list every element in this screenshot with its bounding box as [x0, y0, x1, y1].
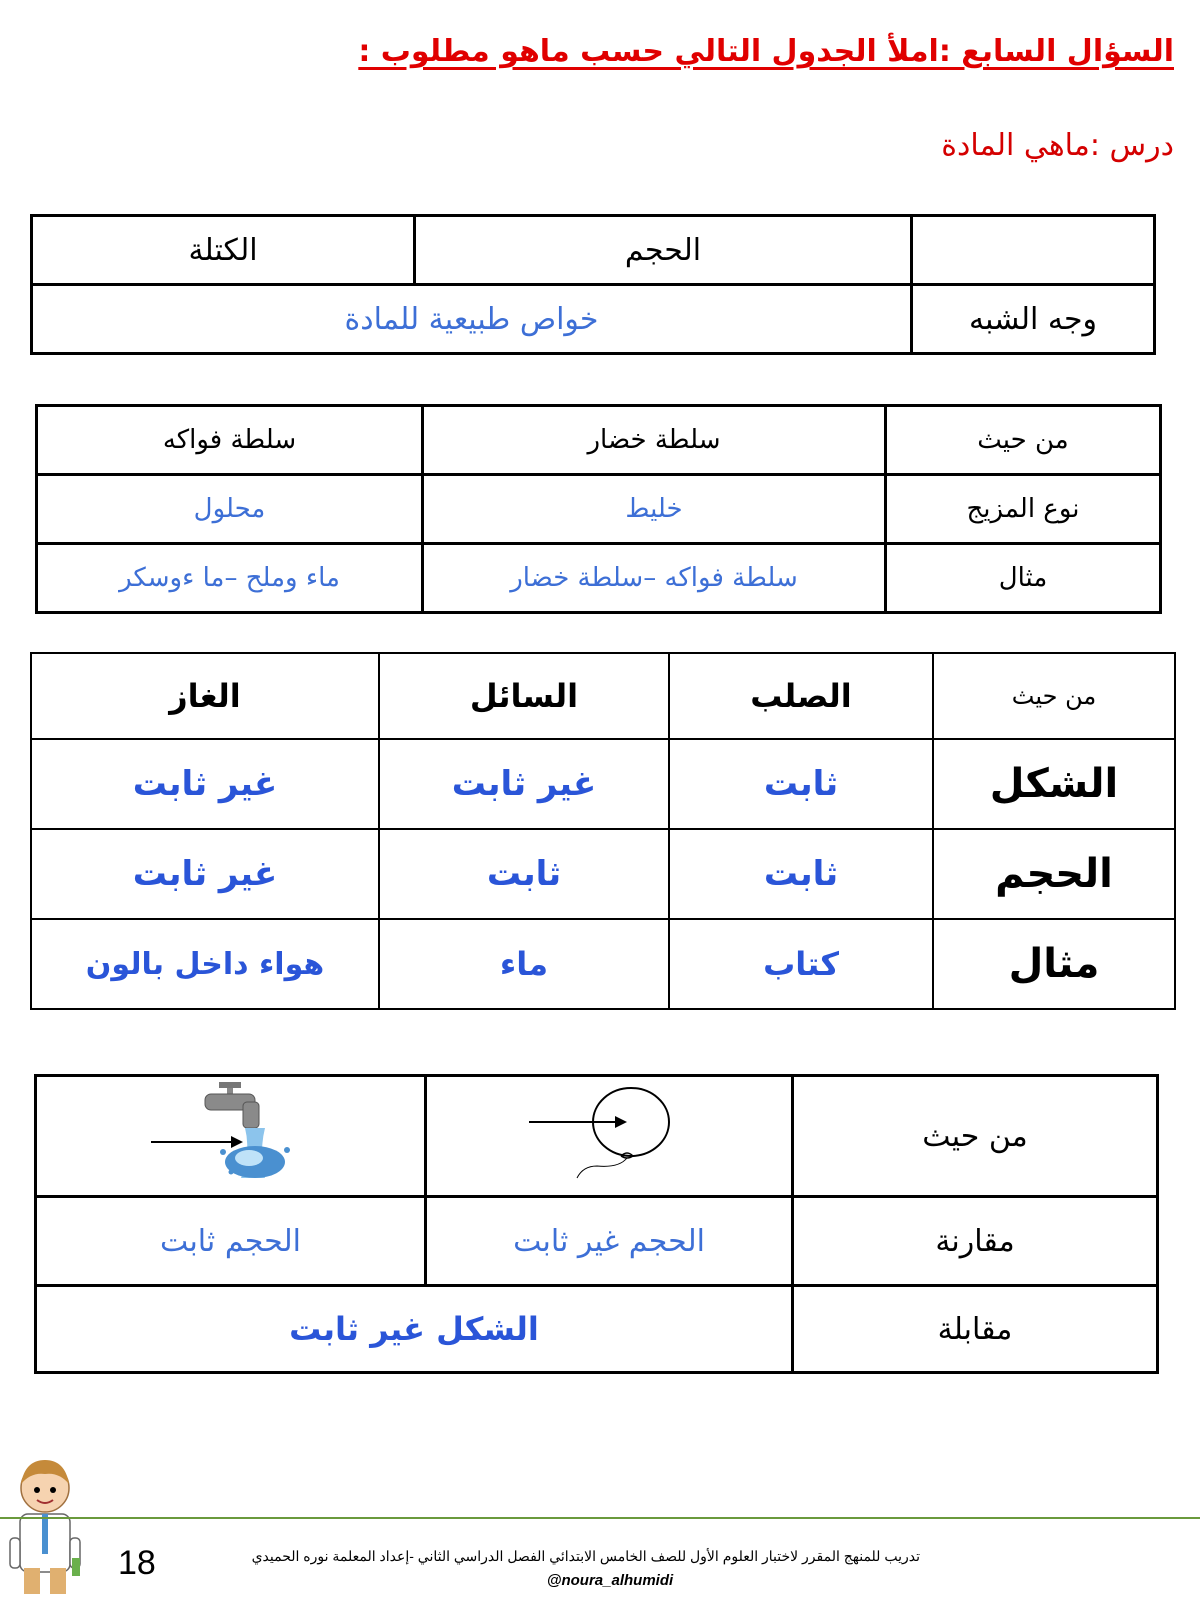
water-tap-icon: [131, 1080, 331, 1184]
liquid-shape: غير ثابت: [379, 739, 669, 829]
mixture-table: [35, 404, 1162, 614]
balloon-tap-table: [34, 1074, 1159, 1374]
states-header-label: من حيث: [933, 653, 1175, 739]
balloon-icon: [509, 1082, 709, 1182]
liquid-example: ماء: [379, 919, 669, 1009]
comparison-header-label: من حيث: [793, 1076, 1158, 1197]
mixture-example-label: مثال: [886, 544, 1161, 613]
liquid-header: السائل: [379, 653, 669, 739]
gas-example: هواء داخل بالون: [31, 919, 379, 1009]
similarity-table: [30, 214, 1156, 355]
gas-header: الغاز: [31, 653, 379, 739]
similarity-label: وجه الشبه: [912, 285, 1155, 354]
tap-image-cell: [36, 1076, 426, 1197]
table-row: [31, 919, 1175, 1009]
similarity-answer: خواص طبيعية للمادة: [32, 285, 912, 354]
solid-shape: ثابت: [669, 739, 933, 829]
solid-header: الصلب: [669, 653, 933, 739]
gas-volume: غير ثابت: [31, 829, 379, 919]
footer-divider: [0, 1517, 1200, 1519]
balloon-comparison: الحجم غير ثابت: [426, 1197, 793, 1286]
fruit-salad-example: ماء وملح –ما ءوسكر: [37, 544, 423, 613]
scientist-boy-icon: [2, 1458, 88, 1600]
mass-header: الكتلة: [32, 216, 415, 285]
tap-comparison: الحجم ثابت: [36, 1197, 426, 1286]
contrast-label: مقابلة: [793, 1286, 1158, 1373]
mixture-header-label: من حيث: [886, 406, 1161, 475]
solid-volume: ثابت: [669, 829, 933, 919]
shape-row-label: الشكل: [933, 739, 1175, 829]
question-title: السؤال السابع :املأ الجدول التالي حسب ماهو مطلوب :: [358, 34, 1174, 69]
states-of-matter-table: [30, 652, 1176, 1010]
table-row: [31, 829, 1175, 919]
volume-row-label: الحجم: [933, 829, 1175, 919]
comparison-label: مقارنة: [793, 1197, 1158, 1286]
volume-header: الحجم: [415, 216, 912, 285]
veg-salad-example: سلطة فواكه –سلطة خضار: [423, 544, 886, 613]
contrast-answer: الشكل غير ثابت: [36, 1286, 793, 1373]
empty-header-cell: [912, 216, 1155, 285]
veg-salad-type: خليط: [423, 475, 886, 544]
gas-shape: غير ثابت: [31, 739, 379, 829]
table-row: [31, 739, 1175, 829]
balloon-image-cell: [426, 1076, 793, 1197]
page-number: 18: [118, 1544, 156, 1582]
fruit-salad-header: سلطة فواكه: [37, 406, 423, 475]
mixture-type-label: نوع المزيج: [886, 475, 1161, 544]
footer-handle: @noura_alhumidi: [546, 1572, 674, 1589]
fruit-salad-type: محلول: [37, 475, 423, 544]
solid-example: كتاب: [669, 919, 933, 1009]
example-row-label: مثال: [933, 919, 1175, 1009]
liquid-volume: ثابت: [379, 829, 669, 919]
lesson-title: درس :ماهي المادة: [941, 128, 1174, 163]
veg-salad-header: سلطة خضار: [423, 406, 886, 475]
footer-credit: تدريب للمنهج المقرر لاختبار العلوم الأول للصف الخامس الابتدائي الفصل الدراسي الثاني -إعداد المعلمة نوره الحميدي: [251, 1548, 920, 1564]
